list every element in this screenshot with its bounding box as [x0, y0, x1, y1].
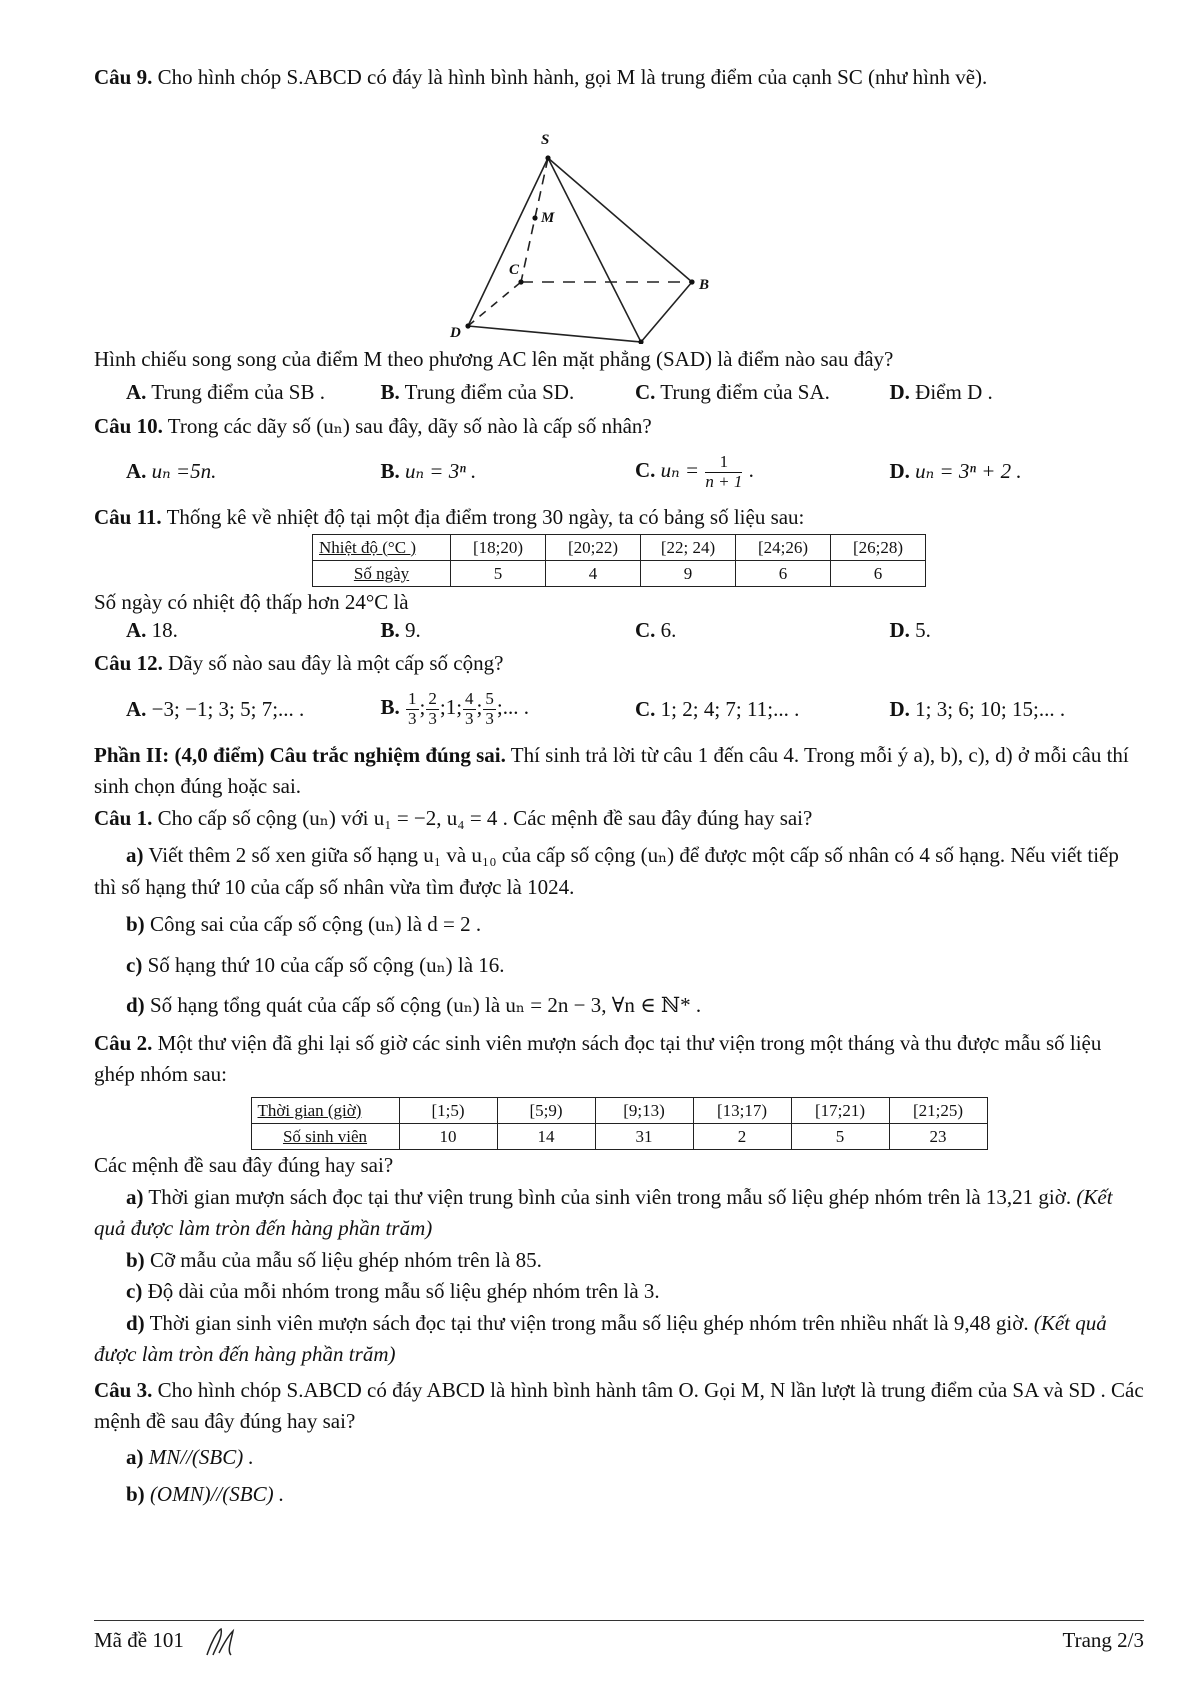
option-text: 9. — [405, 617, 421, 642]
item-text: Công sai của cấp số cộng (uₙ) là d = 2 . — [149, 912, 482, 936]
option-text: uₙ = 3ⁿ + 2 . — [915, 459, 1022, 484]
q12-options — [94, 682, 1144, 738]
edge-sb — [548, 158, 692, 282]
footer-left — [94, 1625, 237, 1659]
exam-page — [94, 62, 1144, 1511]
q12-option-a[interactable] — [126, 694, 381, 726]
item-label: b) — [126, 1247, 145, 1272]
table-cell: 6 — [736, 560, 831, 586]
option-text: Trung điểm của SD. — [404, 380, 575, 404]
page-footer — [94, 1620, 1144, 1659]
p2q1-item-a[interactable] — [94, 840, 1144, 903]
q9-stem — [94, 62, 1144, 94]
item-label: c) — [126, 952, 143, 977]
edge-dc — [468, 282, 521, 326]
table-header-cell: Số sinh viên — [251, 1123, 399, 1149]
option-label: C. — [635, 617, 656, 642]
point-b — [689, 279, 694, 284]
q12-option-d[interactable] — [890, 694, 1145, 726]
q10-number: Câu 10. — [94, 413, 163, 438]
option-label: C. — [635, 380, 656, 404]
p2q2-item-c[interactable] — [94, 1276, 1144, 1308]
table-cell: 2 — [693, 1123, 791, 1149]
option-suffix: . — [743, 457, 754, 482]
option-label: D. — [889, 617, 910, 642]
fraction-denominator: 3 — [408, 709, 417, 728]
point-d — [465, 323, 470, 328]
fraction-numerator: 5 — [485, 689, 494, 709]
pyramid-figure — [94, 94, 1144, 344]
table-cell: [13;17) — [693, 1097, 791, 1123]
part2-intro — [94, 740, 1144, 803]
label-c: C — [509, 261, 520, 278]
edge-da — [468, 326, 641, 342]
temperature-table — [312, 534, 926, 588]
option-text: 5. — [915, 617, 931, 642]
fraction-denominator: 3 — [485, 709, 494, 728]
q11-option-c[interactable] — [635, 615, 890, 647]
fraction-numerator: 1 — [408, 689, 417, 709]
fraction — [483, 690, 496, 728]
p2q1-item-c[interactable] — [94, 950, 1144, 982]
q9-option-b[interactable] — [381, 377, 636, 409]
label-s: S — [541, 131, 550, 148]
table-cell: [26;28) — [831, 534, 926, 560]
page-number: Trang 2/3 — [1062, 1628, 1144, 1652]
p2q3-number: Câu 3. — [94, 1377, 153, 1402]
q10-option-b[interactable] — [381, 456, 636, 488]
q10-options — [94, 444, 1144, 500]
item-label: c) — [126, 1279, 143, 1303]
p2q2-number: Câu 2. — [94, 1030, 153, 1055]
item-text: Cỡ mẫu của mẫu số liệu ghép nhóm trên là 85. — [149, 1247, 542, 1272]
table-row — [251, 1097, 987, 1123]
item-text: (OMN)//(SBC) . — [149, 1482, 285, 1506]
fraction — [463, 690, 476, 728]
label-b: B — [699, 276, 710, 293]
item-note: (Kết quả được làm tròn đến hàng phần trăm) — [94, 1184, 1113, 1240]
item-label: b) — [126, 912, 145, 936]
q11-options — [94, 615, 1144, 647]
option-text: Trung điểm của SA. — [660, 380, 830, 404]
q9-options — [94, 377, 1144, 409]
q12-stem — [94, 648, 1144, 680]
option-label: D. — [889, 459, 910, 484]
fraction — [426, 690, 439, 728]
option-label: B. — [380, 459, 400, 484]
part2-heading: Phần II: (4,0 điểm) Câu trắc nghiệm đúng sai. — [94, 742, 506, 767]
table-cell: 9 — [641, 560, 736, 586]
q11-number: Câu 11. — [94, 505, 162, 529]
option-label: A. — [126, 380, 147, 404]
table-cell: [20;22) — [546, 534, 641, 560]
table-row — [313, 534, 926, 560]
q10-option-a[interactable] — [126, 456, 381, 488]
option-text: ;... . — [496, 695, 529, 720]
option-label: C. — [635, 696, 656, 721]
table-cell: [9;13) — [595, 1097, 693, 1123]
item-text: Thời gian sinh viên mượn sách đọc tại thư viện trong mẫu số liệu ghép nhóm trên nhiều nhất là 9,48 giờ. — [149, 1310, 1029, 1335]
point-s — [545, 155, 550, 160]
option-label: A. — [126, 459, 147, 484]
table-row — [251, 1123, 987, 1149]
fraction — [406, 690, 419, 728]
option-label: B. — [380, 695, 400, 720]
option-label: A. — [126, 696, 147, 721]
p2q3-stem — [94, 1375, 1144, 1438]
p2q3-item-a[interactable] — [94, 1442, 1144, 1474]
q11-option-d[interactable] — [890, 615, 1145, 647]
item-text: Viết thêm 2 số xen giữa số hạng u₁ và u₁₀ của cấp số cộng (uₙ) để được một cấp số nhân có 4 số hạng. Nếu viết tiếp thì số hạng thứ 10 của cấp số nhân vừa tìm được là 1024. — [94, 843, 1119, 899]
q11-option-b[interactable] — [381, 615, 636, 647]
option-text: uₙ = — [660, 457, 705, 482]
table-cell: [17;21) — [791, 1097, 889, 1123]
table-cell: [22; 24) — [641, 534, 736, 560]
option-label: B. — [380, 380, 400, 404]
table-cell: 5 — [791, 1123, 889, 1149]
pyramid-svg — [94, 94, 1144, 344]
q9-option-c[interactable] — [635, 377, 890, 409]
p2q2-item-d[interactable] — [94, 1308, 1144, 1371]
table-row — [313, 560, 926, 586]
option-text: 1; 3; 6; 10; 15;... . — [915, 696, 1066, 721]
item-note: (Kết quả được làm tròn đến hàng phần trăm) — [94, 1310, 1107, 1366]
item-label: b) — [126, 1482, 145, 1506]
fraction-numerator: 1 — [705, 453, 742, 473]
option-label: C. — [635, 457, 656, 482]
option-label: D. — [889, 696, 910, 721]
q9-text: Cho hình chóp S.ABCD có đáy là hình bình hành, gọi M là trung điểm của cạnh SC (như hình vẽ). — [157, 65, 988, 89]
q9-option-d[interactable] — [890, 377, 1145, 409]
p2q3-item-b[interactable] — [94, 1479, 1144, 1511]
table-cell: 31 — [595, 1123, 693, 1149]
table-cell: [24;26) — [736, 534, 831, 560]
q11-question: Số ngày có nhiệt độ thấp hơn 24°C là — [94, 590, 409, 614]
fraction — [705, 453, 742, 491]
fraction-denominator: n + 1 — [705, 471, 743, 491]
q11-text: Thống kê về nhiệt độ tại một địa điểm trong 30 ngày, ta có bảng số liệu sau: — [166, 505, 805, 529]
q9-question: Hình chiếu song song của điểm M theo phương AC lên mặt phẳng (SAD) là điểm nào sau đây? — [94, 346, 894, 371]
table-cell: 5 — [451, 560, 546, 586]
point-c — [518, 279, 523, 284]
table-cell: [21;25) — [889, 1097, 987, 1123]
item-text: Thời gian mượn sách đọc tại thư viện trung bình của sinh viên trong mẫu số liệu ghép nhóm trên là 13,21 giờ. — [148, 1184, 1072, 1209]
table-cell: [5;9) — [497, 1097, 595, 1123]
q10-option-d[interactable] — [890, 456, 1145, 488]
item-label: a) — [126, 1184, 144, 1209]
edge-sa — [548, 158, 641, 342]
option-label: A. — [126, 617, 147, 642]
library-table — [251, 1097, 988, 1151]
part2-text: Thí sinh trả lời từ câu 1 đến câu 4. Trong mỗi ý a), b), c), d) ở mỗi câu thí sinh chọn đúng hoặc sai. — [94, 742, 1129, 798]
p2q3-text: Cho hình chóp S.ABCD có đáy ABCD là hình bình hành tâm O. Gọi M, N lần lượt là trung điểm của SA và SD . Các mệnh đề sau đây đúng hay sai? — [94, 1377, 1144, 1433]
option-text: uₙ = 3ⁿ . — [405, 459, 477, 484]
p2q1-item-d[interactable] — [94, 990, 1144, 1022]
q12-text: Dãy số nào sau đây là một cấp số cộng? — [168, 651, 504, 675]
fraction-denominator: 3 — [428, 709, 437, 728]
table-header-cell: Nhiệt độ (°C ) — [313, 534, 451, 560]
table-cell: [18;20) — [451, 534, 546, 560]
item-label: d) — [126, 993, 145, 1017]
q12-option-b[interactable]: B. $\frac{1}{3}$ ; $\frac{2}{3}$ ;1; $\frac{4}{3}$ ; $\frac{5}{3}$ ;... . — [380, 689, 529, 728]
q9-number: Câu 9. — [94, 65, 153, 89]
table-cell: [1;5) — [399, 1097, 497, 1123]
fraction-numerator: 2 — [428, 689, 437, 709]
table-cell: 23 — [889, 1123, 987, 1149]
item-text: Số hạng tổng quát của cấp số cộng (uₙ) là uₙ = 2n − 3, ∀n ∈ ℕ* . — [149, 993, 702, 1017]
table-cell: 4 — [546, 560, 641, 586]
p2q2-item-b[interactable] — [94, 1245, 1144, 1277]
p2q1-stem — [94, 803, 1144, 835]
p2q1-number: Câu 1. — [94, 805, 153, 830]
edge-ab — [641, 282, 692, 342]
p2q2-stem — [94, 1028, 1144, 1091]
item-text: Độ dài của mỗi nhóm trong mẫu số liệu ghép nhóm trên là 3. — [147, 1279, 660, 1303]
signature-mark — [201, 1625, 237, 1659]
fraction-numerator: 4 — [465, 689, 474, 709]
p2q2-text: Một thư viện đã ghi lại số giờ các sinh viên mượn sách đọc tại thư viện trong một tháng và thu được mẫu số liệu ghép nhóm sau: — [94, 1030, 1102, 1086]
item-text: Số hạng thứ 10 của cấp số cộng (uₙ) là 16. — [147, 952, 505, 977]
item-label: a) — [126, 843, 144, 867]
p2q2-item-a[interactable] — [94, 1182, 1144, 1245]
option-label: B. — [380, 617, 400, 642]
table-cell: 14 — [497, 1123, 595, 1149]
q10-stem — [94, 411, 1144, 443]
table-cell: 6 — [831, 560, 926, 586]
label-m: M — [541, 209, 555, 226]
option-text: −3; −1; 3; 5; 7;... . — [151, 696, 305, 721]
option-text: 18. — [151, 617, 178, 642]
option-label: D. — [889, 380, 910, 404]
p2q2-question: Các mệnh đề sau đây đúng hay sai? — [94, 1153, 394, 1177]
q11-stem — [94, 502, 1144, 534]
option-text: ;1; — [439, 695, 463, 720]
edge-sd — [468, 158, 548, 326]
option-text: 6. — [660, 617, 677, 642]
q10-option-c[interactable] — [635, 453, 890, 491]
item-text: MN//(SBC) . — [148, 1444, 254, 1469]
q11-option-a[interactable] — [126, 615, 381, 647]
label-d: D — [450, 324, 461, 341]
p2q1-text: Cho cấp số cộng (uₙ) với u₁ = −2, u₄ = 4 . Các mệnh đề sau đây đúng hay sai? — [157, 805, 813, 830]
q12-number: Câu 12. — [94, 651, 163, 675]
q10-text: Trong các dãy số (uₙ) sau đây, dãy số nào là cấp số nhân? — [167, 413, 652, 438]
option-text: uₙ =5n. — [151, 459, 217, 484]
point-m — [532, 215, 537, 220]
q12-option-c[interactable] — [635, 694, 890, 726]
fraction-denominator: 3 — [465, 709, 474, 728]
exam-code: Mã đề 101 — [94, 1628, 184, 1652]
p2q1-item-b[interactable] — [94, 909, 1144, 941]
q9-option-a[interactable] — [126, 377, 381, 409]
item-label: a) — [126, 1444, 144, 1469]
option-text: Trung điểm của SB . — [151, 380, 325, 404]
table-cell: 10 — [399, 1123, 497, 1149]
table-header-cell: Thời gian (giờ) — [251, 1097, 399, 1123]
option-text: 1; 2; 4; 7; 11;... . — [660, 696, 800, 721]
item-label: d) — [126, 1310, 145, 1335]
table-header-cell: Số ngày — [313, 560, 451, 586]
option-text: Điểm D . — [915, 380, 993, 404]
